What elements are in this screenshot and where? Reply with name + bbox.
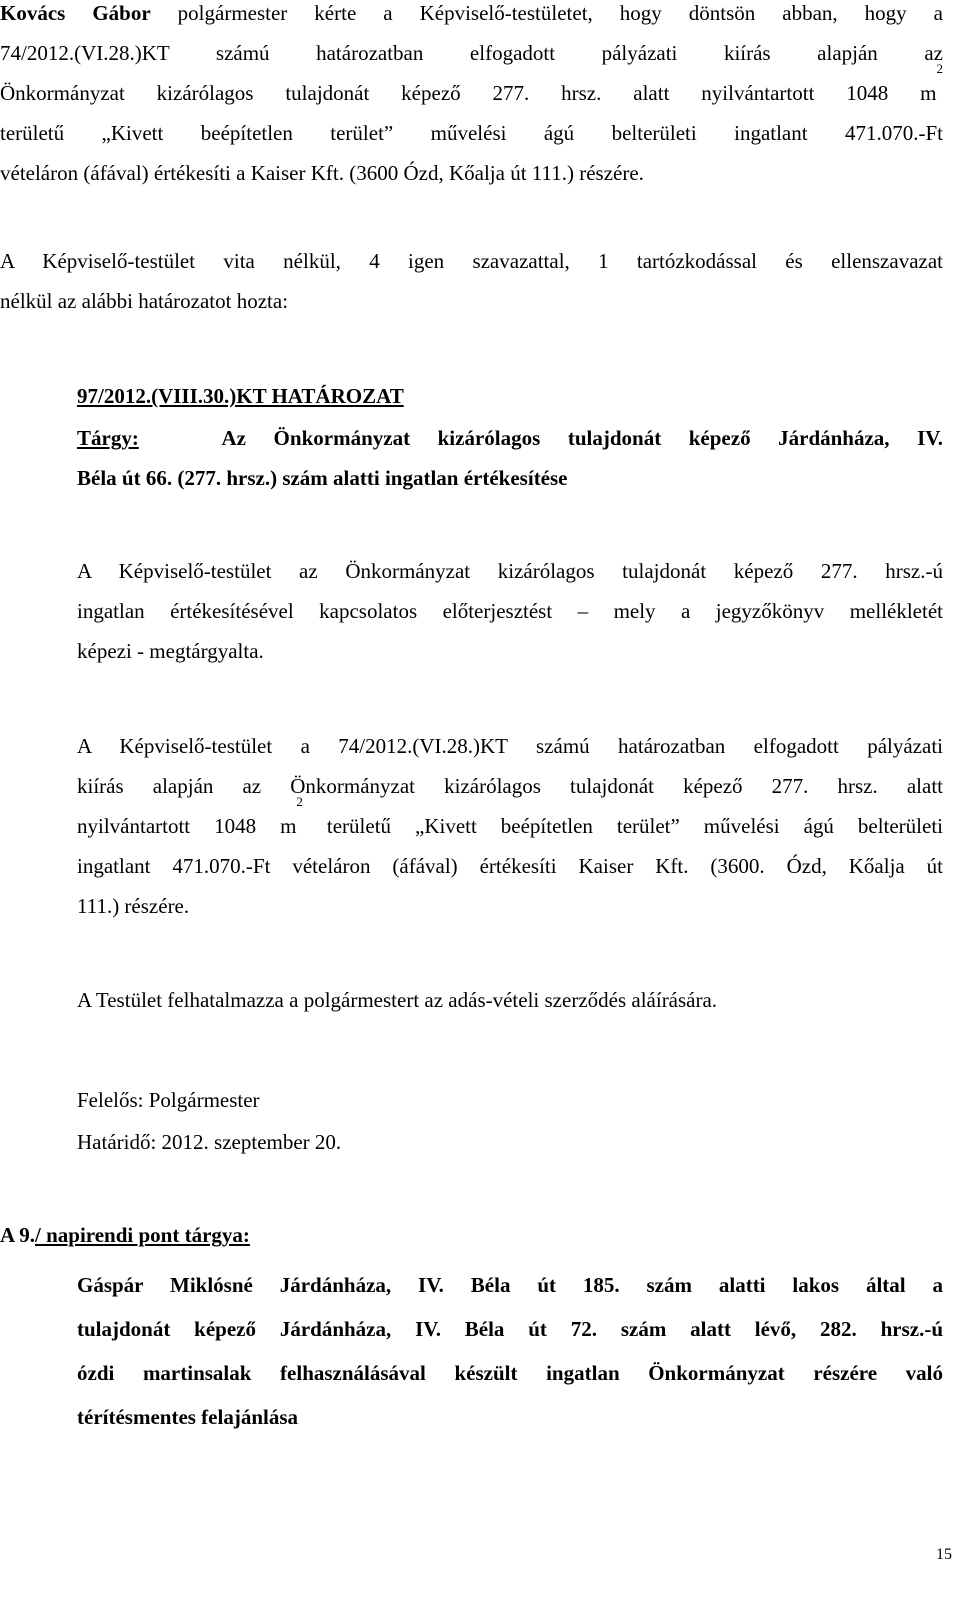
agenda-line: tulajdonát képező Járdánháza, IV. Béla út 72. szám alatt lévő, 282. hrsz.-ú — [77, 1317, 943, 1341]
body-line: A Képviselő-testület a 74/2012.(VI.28.)KT számú határozatban elfogadott pályázati — [77, 734, 943, 758]
deadline-text: Határidő: 2012. szeptember 20. — [77, 1130, 342, 1154]
authorization-text: A Testület felhatalmazza a polgármestert az adás-vételi szerződés aláírására. — [77, 988, 718, 1012]
body-line: A Képviselő-testület az Önkormányzat kizárólagos tulajdonát képező 277. hrsz.-ú — [77, 559, 943, 583]
subject-line: Béla út 66. (277. hrsz.) szám alatti ingatlan értékesítése — [77, 466, 568, 490]
agenda-item-subject — [77, 1263, 943, 1439]
intro-line: Önkormányzat kizárólagos tulajdonát képező 277. hrsz. alatt nyilvántartott 1048 $m^2$ — [0, 61, 943, 105]
vote-line: nélkül az alábbi határozatot hozta: — [0, 289, 289, 313]
body-line: ingatlan értékesítésével kapcsolatos előterjesztést – mely a jegyzőkönyv mellékletét — [77, 599, 943, 623]
body-line: 111.) részére. — [77, 894, 190, 918]
subject-label: Tárgy: — [77, 426, 139, 450]
vote-paragraph — [0, 241, 943, 321]
intro-paragraph — [0, 0, 943, 193]
intro-line: területű „Kivett beépítetlen terület” művelési ágú belterületi ingatlant 471.070.-Ft — [0, 121, 943, 145]
resolution-body-2 — [77, 726, 943, 926]
resolution-subject — [77, 418, 943, 498]
body-line: nyilvántartott 1048 $m^2$ területű „Kivett beépítetlen terület” művelési ágú belterületi — [77, 794, 943, 838]
resolution-body-1 — [77, 551, 943, 671]
intro-line: 74/2012.(VI.28.)KT számú határozatban elfogadott pályázati kiírás alapján az — [0, 41, 943, 65]
body-line: kiírás alapján az Önkormányzat kizárólagos tulajdonát képező 277. hrsz. alatt — [77, 774, 943, 798]
page-number: 15 — [936, 1546, 952, 1563]
responsible-text: Felelős: Polgármester — [77, 1088, 260, 1112]
mayor-name: Kovács Gábor — [0, 1, 151, 25]
agenda-item-label: A 9./ napirendi pont tárgya: — [0, 1223, 250, 1247]
agenda-line: térítésmentes felajánlása — [77, 1405, 299, 1429]
resolution-number: 97/2012.(VIII.30.)KT HATÁROZAT — [77, 384, 404, 408]
vote-line: A Képviselő-testület vita nélkül, 4 igen szavazattal, 1 tartózkodással és ellenszavazat — [0, 249, 943, 273]
subject-line: Tárgy: Az Önkormányzat kizárólagos tulajdonát képező Járdánháza, IV. — [77, 426, 944, 450]
agenda-line: ózdi martinsalak felhasználásával készült ingatlan Önkormányzat részére való — [77, 1361, 943, 1385]
body-line: ingatlant 471.070.-Ft vételáron (áfával) értékesíti Kaiser Kft. (3600. Ózd, Kőalja út — [77, 854, 943, 878]
agenda-line: Gáspár Miklósné Járdánháza, IV. Béla út 185. szám alatti lakos által a — [77, 1273, 943, 1297]
intro-line: vételáron (áfával) értékesíti a Kaiser Kft. (3600 Ózd, Kőalja út 111.) részére. — [0, 161, 644, 185]
intro-line: Kovács Gábor polgármester kérte a Képviselő-testületet, hogy döntsön abban, hogy a — [0, 1, 943, 25]
body-line: képezi - megtárgyalta. — [77, 639, 264, 663]
